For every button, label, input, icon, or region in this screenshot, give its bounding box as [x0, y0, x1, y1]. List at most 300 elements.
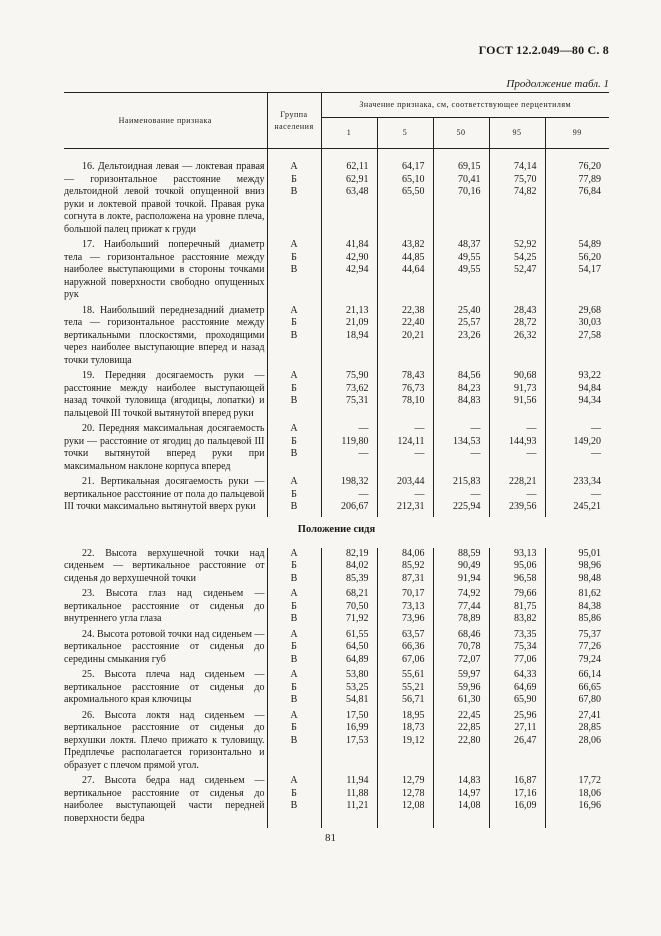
percentile-values: [433, 775, 489, 828]
value-cell: 56,20: [578, 251, 601, 263]
value-cell: 30,03: [578, 317, 601, 328]
population-group: А: [290, 239, 298, 250]
value-cell: 239,56: [509, 501, 537, 512]
value-cell: —: [414, 448, 425, 459]
value-cell: 42,94: [346, 264, 369, 275]
value-cell: 20,21: [402, 329, 425, 341]
value-cell: 71,92: [346, 613, 369, 625]
percentile-values: [545, 370, 609, 423]
value-cell: 14,83: [458, 775, 481, 787]
value-cell: 22,85: [458, 722, 481, 734]
value-cell: 18,73: [402, 722, 425, 734]
percentile-values: [377, 629, 433, 670]
value-cell: 53,25: [346, 681, 369, 693]
population-groups: [267, 476, 321, 517]
value-cell: 64,17: [402, 161, 425, 172]
percentile-values: [377, 775, 433, 828]
population-group: Б: [291, 488, 297, 500]
percentile-values: [377, 161, 433, 239]
percentile-values: [377, 476, 433, 517]
population-group: А: [290, 775, 298, 787]
percentile-header: 95: [489, 118, 545, 149]
population-groups: [267, 423, 321, 476]
value-cell: —: [414, 423, 425, 434]
percentile-values: [433, 629, 489, 670]
value-cell: 74,14: [514, 161, 537, 172]
value-cell: 91,56: [514, 395, 537, 406]
value-cell: 52,47: [514, 264, 537, 275]
table-row: [64, 423, 609, 476]
value-cell: 65,10: [402, 173, 425, 185]
value-cell: 17,53: [346, 734, 369, 746]
table-row: [64, 669, 609, 710]
value-cell: 29,68: [578, 304, 601, 316]
value-cell: 94,34: [578, 395, 601, 406]
value-cell: 59,96: [458, 681, 481, 693]
value-cell: 76,73: [402, 382, 425, 394]
percentile-values: [489, 629, 545, 670]
population-group: Б: [291, 787, 297, 799]
percentile-values: [321, 370, 377, 423]
value-cell: 28,85: [578, 722, 601, 734]
value-cell: —: [470, 423, 481, 434]
value-cell: 76,20: [578, 161, 601, 172]
value-cell: 16,99: [346, 722, 369, 734]
population-group: А: [290, 547, 298, 559]
value-cell: 64,69: [514, 681, 537, 693]
value-cell: 25,57: [458, 317, 481, 328]
group-header-line-1: Группа: [280, 110, 308, 120]
value-cell: 67,80: [578, 694, 601, 706]
value-cell: 26,32: [514, 329, 537, 341]
population-group: В: [290, 186, 298, 197]
value-cell: 61,30: [458, 694, 481, 706]
value-cell: 98,48: [578, 572, 601, 584]
percentile-values: [377, 548, 433, 589]
percentile-values: [545, 305, 609, 371]
value-cell: 77,26: [578, 641, 601, 653]
value-cell: 79,24: [578, 653, 601, 665]
value-cell: 75,70: [514, 173, 537, 185]
percentile-values: [489, 710, 545, 776]
value-cell: 52,92: [514, 239, 537, 250]
value-cell: 12,78: [402, 787, 425, 799]
percentile-values: [433, 548, 489, 589]
percentile-values: [489, 476, 545, 517]
percentile-values: [489, 239, 545, 305]
value-cell: 212,31: [397, 501, 425, 512]
table-row: [64, 588, 609, 629]
percentile-header: 99: [545, 118, 609, 149]
feature-name: [64, 161, 267, 239]
value-cell: 70,50: [346, 600, 369, 612]
value-cell: —: [526, 488, 537, 500]
value-cell: 96,58: [514, 572, 537, 584]
value-cell: 18,95: [402, 709, 425, 721]
value-cell: 28,43: [514, 304, 537, 316]
population-group: В: [290, 264, 298, 275]
feature-name: [64, 370, 267, 423]
feature-name: [64, 305, 267, 371]
percentile-values: [489, 548, 545, 589]
percentile-values: [321, 548, 377, 589]
percentile-values: [433, 476, 489, 517]
value-cell: 41,84: [346, 239, 369, 250]
population-groups: [267, 548, 321, 589]
percentile-values: [321, 239, 377, 305]
value-cell: 22,45: [458, 709, 481, 721]
value-cell: 55,61: [402, 669, 425, 681]
page-header: ГОСТ 12.2.049—80 С. 8: [478, 43, 609, 57]
population-group: А: [290, 161, 298, 172]
feature-name-text: 21. Вертикальная досягаемость руки — вертикальное расстояние от пола до пальцевой III точки максимально вытянутой вверх руки: [64, 476, 265, 512]
value-cell: 75,90: [346, 370, 369, 381]
feature-name-text: 24. Высота ротовой точки над сиденьем — вертикальное расстояние от сиденья до середины смыкания губ: [64, 628, 265, 665]
value-cell: 75,37: [578, 628, 601, 640]
percentile-values: [433, 669, 489, 710]
value-cell: 91,73: [514, 382, 537, 394]
population-group: Б: [291, 435, 297, 447]
value-cell: 14,97: [458, 787, 481, 799]
feature-name: [64, 669, 267, 710]
percentile-values: [545, 775, 609, 828]
feature-name-text: 27. Высота бедра над сиденьем — вертикальное расстояние от сиденья до наиболее выступающей части передней поверхности бедра: [64, 775, 265, 824]
value-cell: 134,53: [453, 435, 481, 447]
value-cell: 17,72: [578, 775, 601, 787]
population-group: Б: [291, 641, 297, 653]
value-cell: 203,44: [397, 476, 425, 487]
value-cell: 93,13: [514, 547, 537, 559]
percentile-values: [489, 588, 545, 629]
value-cell: 16,09: [514, 800, 537, 812]
feature-name-text: 17. Наибольший поперечный диаметр тела — горизонтальное расстояние между наиболее выступающими в стороны точками наружной поверхности свободно опущенных рук: [64, 239, 265, 300]
value-cell: 62,11: [346, 161, 369, 172]
value-cell: 27,58: [578, 329, 601, 341]
value-cell: 54,17: [578, 264, 601, 275]
population-group: А: [290, 709, 298, 721]
value-cell: 23,26: [458, 329, 481, 341]
value-cell: 53,80: [346, 669, 369, 681]
value-cell: 88,59: [458, 547, 481, 559]
percentile-values: [489, 161, 545, 239]
value-cell: —: [358, 488, 369, 500]
table-row: [64, 710, 609, 776]
feature-name-text: 18. Наибольший переднезадний диаметр тела — горизонтальное расстояние между вертикальными плоскостями, проходящими через наиболее выступающие вперед и назад точки туловища: [64, 304, 265, 366]
value-cell: —: [414, 488, 425, 500]
percentile-values: [377, 588, 433, 629]
value-cell: 12,79: [402, 775, 425, 787]
population-group: В: [290, 800, 298, 812]
table-continuation-label: Продолжение табл. 1: [506, 78, 609, 90]
value-cell: 21,09: [346, 317, 369, 328]
percentile-values: [489, 305, 545, 371]
population-group: А: [290, 588, 298, 600]
percentile-values: [545, 629, 609, 670]
percentile-values: [545, 548, 609, 589]
value-cell: 95,06: [514, 560, 537, 572]
value-cell: 59,97: [458, 669, 481, 681]
percentile-values: [433, 588, 489, 629]
feature-name: [64, 710, 267, 776]
section-row: [64, 517, 609, 548]
feature-name-text: 20. Передняя максимальная досягаемость руки — расстояние от ягодиц до пальцевой III точки вытянутой вперед руки при максимальном наклоне корпуса вперед: [64, 423, 265, 472]
percentile-values: [489, 775, 545, 828]
value-cell: 65,90: [514, 694, 537, 706]
value-cell: 198,32: [341, 476, 369, 487]
value-cell: 79,66: [514, 588, 537, 600]
value-cell: 206,67: [341, 501, 369, 512]
value-cell: 64,50: [346, 641, 369, 653]
value-cell: —: [358, 423, 369, 434]
group-header-line-2: населения: [274, 121, 314, 131]
percentile-values: [433, 423, 489, 476]
value-cell: 48,37: [458, 239, 481, 250]
value-cell: 27,11: [514, 722, 537, 734]
value-cell: 73,96: [402, 613, 425, 625]
population-group: Б: [291, 600, 297, 612]
value-cell: 245,21: [573, 501, 601, 512]
percentile-values: [433, 161, 489, 239]
value-cell: 215,83: [453, 476, 481, 487]
value-cell: 43,82: [402, 239, 425, 250]
column-header-values: Значение признака, см, соответствующее перцентилям: [321, 93, 609, 118]
feature-name-text: 22. Высота верхушечной точки над сиденьем — вертикальное расстояние от сиденья до верхушечной точки: [64, 547, 265, 584]
value-cell: 87,31: [402, 572, 425, 584]
population-group: В: [290, 734, 298, 746]
population-group: В: [290, 329, 298, 341]
value-cell: 16,87: [514, 775, 537, 787]
value-cell: 25,96: [514, 709, 537, 721]
value-cell: 81,75: [514, 600, 537, 612]
population-group: А: [290, 669, 298, 681]
spacer-row: [64, 149, 609, 162]
percentile-values: [545, 239, 609, 305]
table-row: [64, 305, 609, 371]
value-cell: 74,82: [514, 186, 537, 197]
percentile-values: [545, 710, 609, 776]
percentile-values: [321, 305, 377, 371]
value-cell: 82,19: [346, 547, 369, 559]
value-cell: —: [526, 423, 537, 434]
value-cell: 17,50: [346, 709, 369, 721]
value-cell: 66,14: [578, 669, 601, 681]
value-cell: 28,72: [514, 317, 537, 328]
percentile-values: [321, 423, 377, 476]
feature-name: [64, 548, 267, 589]
value-cell: 63,48: [346, 186, 369, 197]
percentile-values: [545, 423, 609, 476]
value-cell: 93,22: [578, 370, 601, 381]
value-cell: 94,84: [578, 382, 601, 394]
value-cell: —: [470, 448, 481, 459]
feature-name: [64, 476, 267, 517]
value-cell: 72,07: [458, 653, 481, 665]
value-cell: 73,35: [514, 628, 537, 640]
population-group: В: [290, 395, 298, 406]
value-cell: 70,17: [402, 588, 425, 600]
value-cell: 11,88: [346, 787, 369, 799]
value-cell: 124,11: [397, 435, 425, 447]
population-group: Б: [291, 560, 297, 572]
feature-name-text: 23. Высота глаз над сиденьем — вертикальное расстояние от сиденья до внутреннего угла глаза: [64, 588, 265, 625]
value-cell: 84,02: [346, 560, 369, 572]
value-cell: 54,25: [514, 251, 537, 263]
population-groups: [267, 161, 321, 239]
value-cell: 84,23: [458, 382, 481, 394]
feature-name-text: 16. Дельтоидная левая — локтевая правая — горизонтальное расстояние между дельтоидной левой точкой опущенной вниз руки и локтевой правой точкой. Правая рука согнута в локте, расположена на уровне плеча, большой палец прижат к груди: [64, 161, 265, 235]
population-group: Б: [291, 251, 297, 263]
value-cell: 65,50: [402, 186, 425, 197]
value-cell: 70,41: [458, 173, 481, 185]
value-cell: 56,71: [402, 694, 425, 706]
percentile-values: [321, 775, 377, 828]
population-groups: [267, 629, 321, 670]
value-cell: 68,21: [346, 588, 369, 600]
table-row: [64, 239, 609, 305]
value-cell: 12,08: [402, 800, 425, 812]
value-cell: 85,39: [346, 572, 369, 584]
population-group: А: [290, 304, 298, 316]
value-cell: 16,96: [578, 800, 601, 812]
feature-name: [64, 423, 267, 476]
value-cell: 18,94: [346, 329, 369, 341]
population-groups: [267, 370, 321, 423]
value-cell: 11,21: [346, 800, 369, 812]
value-cell: 61,55: [346, 628, 369, 640]
population-group: Б: [291, 722, 297, 734]
value-cell: 62,91: [346, 173, 369, 185]
value-cell: 95,01: [578, 547, 601, 559]
value-cell: 78,10: [402, 395, 425, 406]
value-cell: —: [470, 488, 481, 500]
value-cell: 70,16: [458, 186, 481, 197]
percentile-values: [377, 423, 433, 476]
value-cell: 49,55: [458, 251, 481, 263]
value-cell: 73,62: [346, 382, 369, 394]
value-cell: 66,36: [402, 641, 425, 653]
population-group: В: [290, 448, 298, 459]
value-cell: 28,06: [578, 734, 601, 746]
value-cell: 73,13: [402, 600, 425, 612]
value-cell: 68,46: [458, 628, 481, 640]
percentile-values: [433, 710, 489, 776]
value-cell: 81,62: [578, 588, 601, 600]
value-cell: 84,83: [458, 395, 481, 406]
percentile-values: [489, 423, 545, 476]
value-cell: 22,38: [402, 304, 425, 316]
table-row: [64, 161, 609, 239]
percentile-values: [433, 305, 489, 371]
value-cell: 17,16: [514, 787, 537, 799]
section-title: Положение сидя: [297, 523, 376, 535]
value-cell: 84,38: [578, 600, 601, 612]
value-cell: 67,06: [402, 653, 425, 665]
percentile-values: [545, 669, 609, 710]
population-group: Б: [291, 317, 297, 328]
table-row: [64, 629, 609, 670]
value-cell: 233,34: [573, 476, 601, 487]
table-row: [64, 370, 609, 423]
population-group: Б: [291, 681, 297, 693]
population-group: Б: [291, 173, 297, 185]
feature-name: [64, 239, 267, 305]
population-group: В: [290, 613, 298, 625]
value-cell: 76,84: [578, 186, 601, 197]
value-cell: 78,89: [458, 613, 481, 625]
percentile-values: [489, 669, 545, 710]
table-row: [64, 476, 609, 517]
value-cell: 98,96: [578, 560, 601, 572]
value-cell: —: [591, 448, 601, 459]
percentile-values: [377, 305, 433, 371]
value-cell: 77,44: [458, 600, 481, 612]
percentile-values: [433, 370, 489, 423]
percentile-values: [321, 588, 377, 629]
percentile-values: [321, 161, 377, 239]
value-cell: 64,33: [514, 669, 537, 681]
population-groups: [267, 239, 321, 305]
percentile-values: [377, 669, 433, 710]
percentile-values: [321, 476, 377, 517]
value-cell: 14,08: [458, 800, 481, 812]
value-cell: 77,06: [514, 653, 537, 665]
value-cell: 49,55: [458, 264, 481, 275]
percentile-header: 50: [433, 118, 489, 149]
value-cell: 69,15: [458, 161, 481, 172]
value-cell: —: [591, 488, 601, 500]
population-group: В: [290, 572, 298, 584]
feature-name: [64, 775, 267, 828]
feature-name-text: 25. Высота плеча над сиденьем — вертикальное расстояние от сиденья до акромиального края ключицы: [64, 669, 265, 706]
population-group: А: [290, 423, 298, 434]
column-header-name: Наименование признака: [64, 93, 267, 149]
percentile-values: [321, 629, 377, 670]
value-cell: 44,85: [402, 251, 425, 263]
value-cell: 75,34: [514, 641, 537, 653]
value-cell: 27,41: [578, 709, 601, 721]
percentile-values: [545, 588, 609, 629]
table-row: [64, 775, 609, 828]
value-cell: 77,89: [578, 173, 601, 185]
population-groups: [267, 588, 321, 629]
value-cell: 70,78: [458, 641, 481, 653]
percentile-values: [545, 161, 609, 239]
page-number: 81: [325, 832, 336, 844]
percentile-values: [545, 476, 609, 517]
percentile-values: [433, 239, 489, 305]
value-cell: 22,80: [458, 734, 481, 746]
value-cell: 149,20: [573, 435, 601, 447]
value-cell: 84,56: [458, 370, 481, 381]
population-group: А: [290, 370, 298, 381]
value-cell: 85,92: [402, 560, 425, 572]
value-cell: 90,49: [458, 560, 481, 572]
percentile-values: [321, 710, 377, 776]
feature-name: [64, 588, 267, 629]
value-cell: —: [526, 448, 537, 459]
percentile-values: [377, 239, 433, 305]
value-cell: 75,31: [346, 395, 369, 406]
value-cell: 22,40: [402, 317, 425, 328]
value-cell: 84,06: [402, 547, 425, 559]
anthropometric-table: [64, 92, 609, 828]
value-cell: 25,40: [458, 304, 481, 316]
percentile-header: 1: [321, 118, 377, 149]
percentile-values: [377, 710, 433, 776]
population-group: В: [290, 653, 298, 665]
value-cell: 66,65: [578, 681, 601, 693]
value-cell: 85,86: [578, 613, 601, 625]
